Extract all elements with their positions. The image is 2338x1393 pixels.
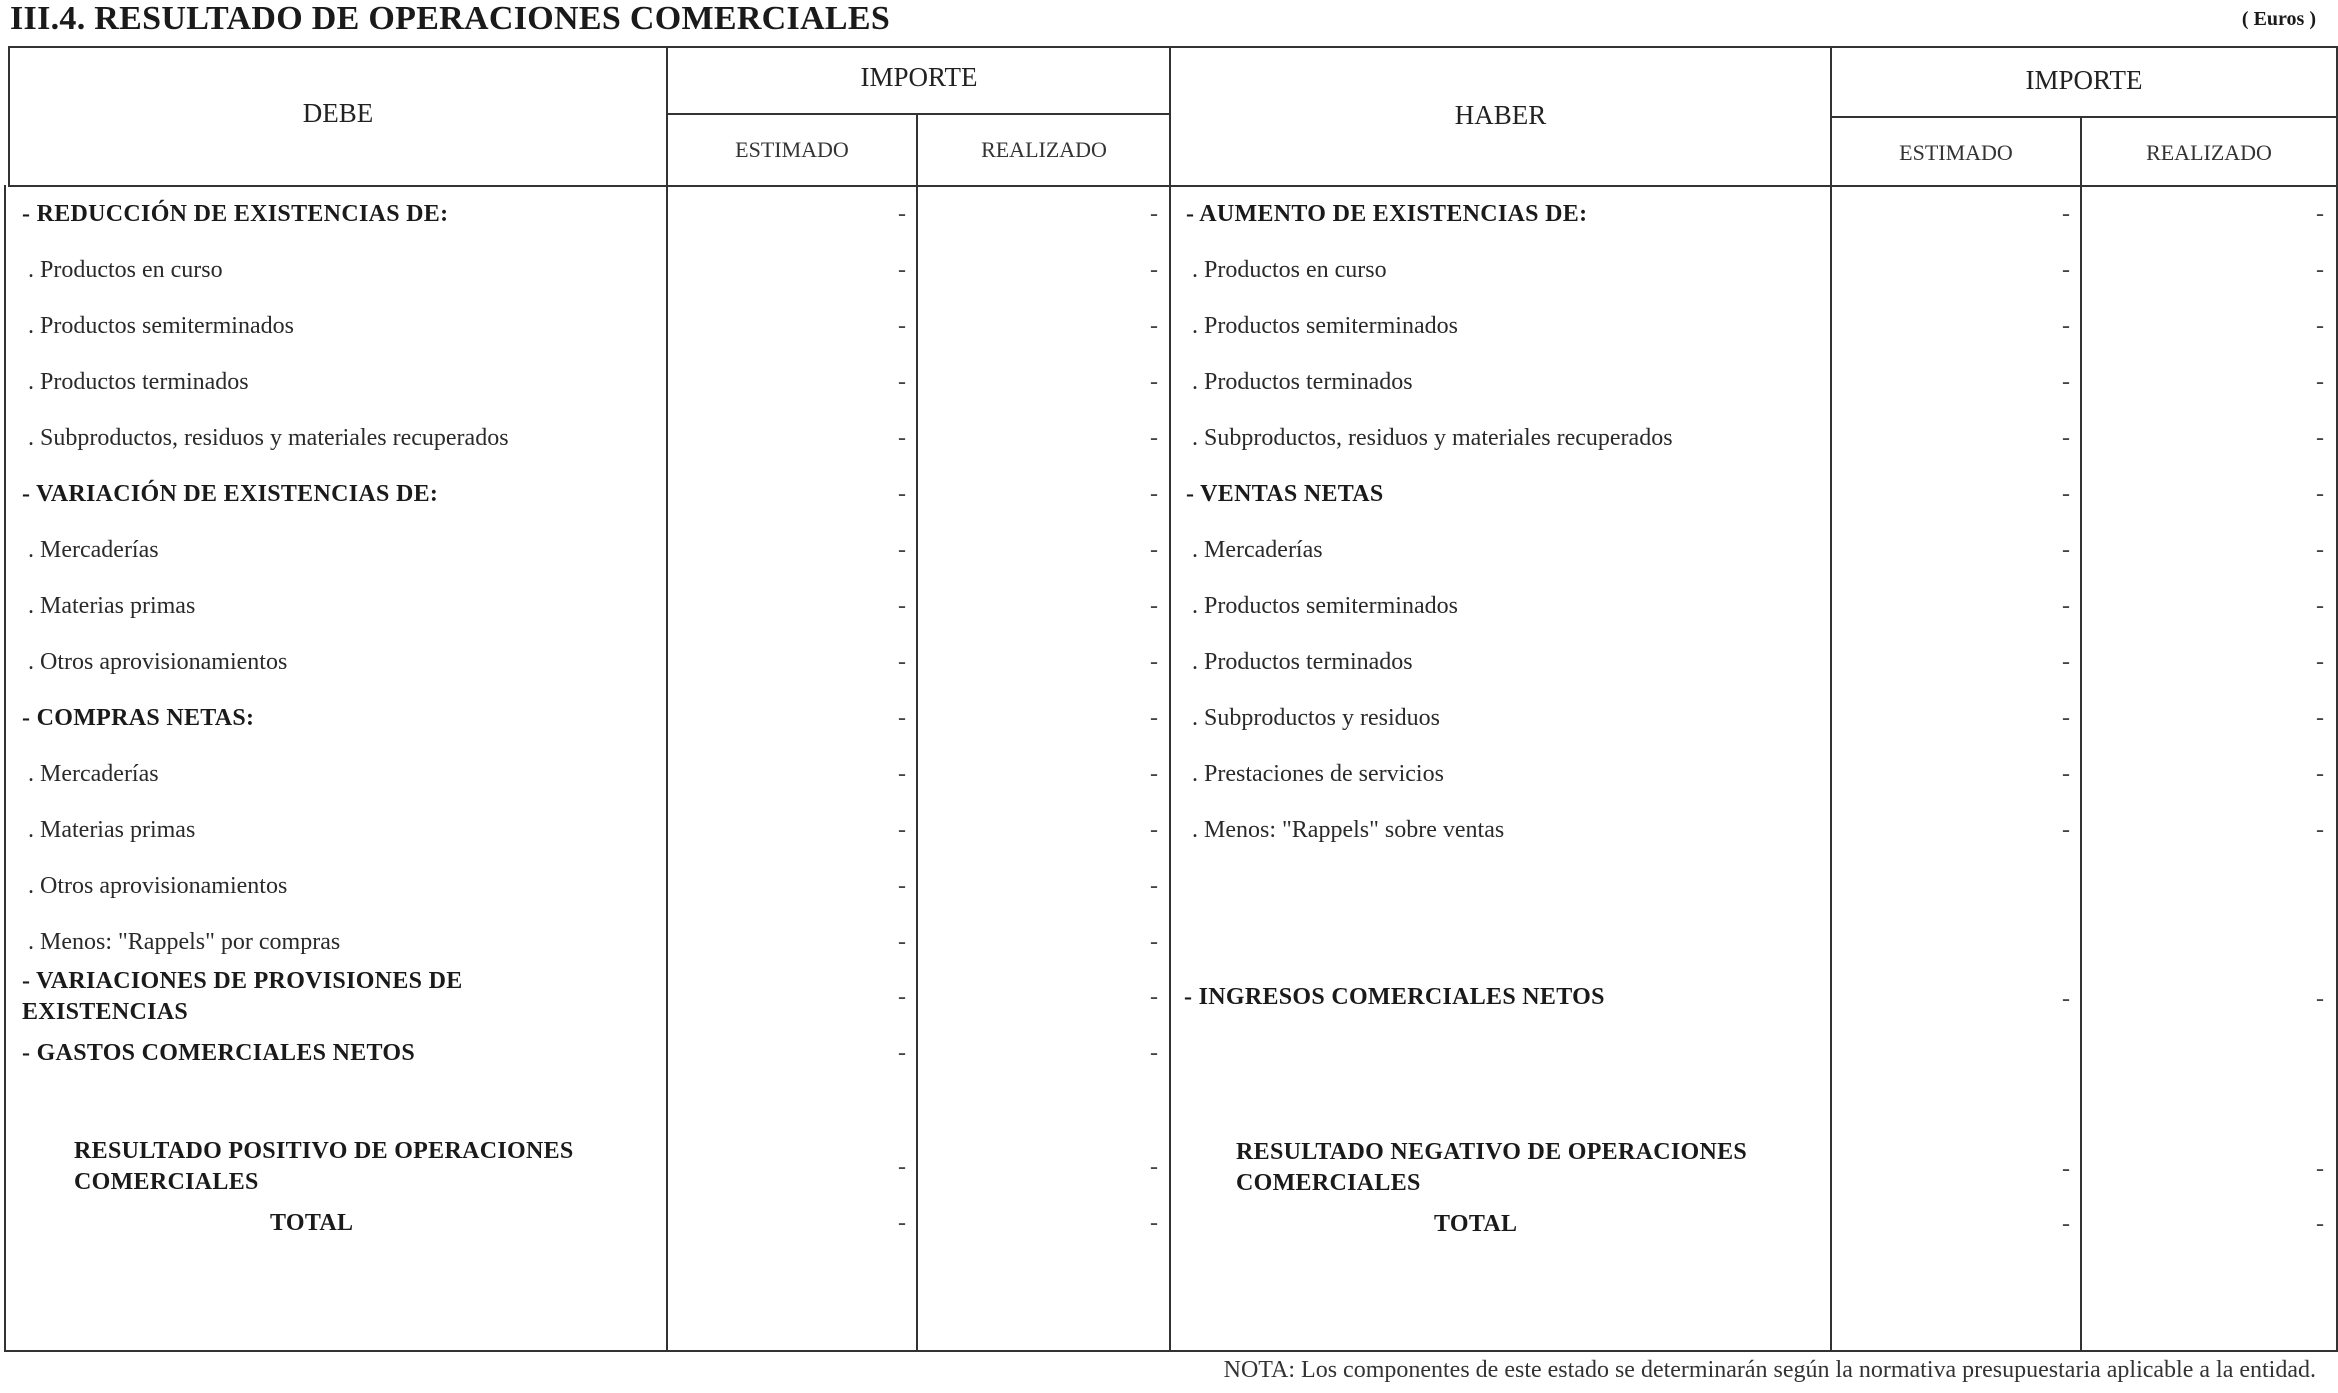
debe-row-label: - VARIACIÓN DE EXISTENCIAS DE: — [22, 481, 439, 507]
debe-row-realizado: - — [1150, 425, 1158, 451]
haber-ingresos-label: - INGRESOS COMERCIALES NETOS — [1184, 984, 1605, 1010]
haber-row-estimado: - — [2062, 817, 2070, 843]
haber-row-label: . Productos terminados — [1192, 369, 1413, 395]
debe-row-estimado: - — [898, 817, 906, 843]
debe-row-estimado: - — [898, 593, 906, 619]
debe-row-estimado: - — [898, 761, 906, 787]
debe-total-label: TOTAL — [270, 1210, 354, 1236]
debe-row-realizado: - — [1150, 257, 1158, 283]
haber-row-estimado: - — [2062, 761, 2070, 787]
haber-row-estimado: - — [2062, 313, 2070, 339]
debe-total-estimado: - — [898, 1210, 906, 1236]
currency-unit: ( Euros ) — [2241, 8, 2316, 30]
haber-row-label: . Subproductos, residuos y materiales recuperados — [1192, 425, 1673, 451]
debe-row-label: . Productos en curso — [28, 257, 223, 283]
debe-row-estimado: - — [898, 481, 906, 507]
haber-row-label: . Productos en curso — [1192, 257, 1387, 283]
haber-row-label: . Productos semiterminados — [1192, 313, 1458, 339]
debe-row-label: . Mercaderías — [28, 537, 159, 563]
haber-resultado-realizado: - — [2316, 1156, 2324, 1182]
haber-header: HABER — [1454, 100, 1547, 130]
debe-importe-divider — [667, 113, 1171, 115]
debe-row-estimado: - — [898, 929, 906, 955]
haber-row-estimado: - — [2062, 649, 2070, 675]
debe-row-realizado: - — [1150, 481, 1158, 507]
debe-row-realizado: - — [1150, 649, 1158, 675]
haber-row-realizado: - — [2316, 649, 2324, 675]
haber-row-estimado: - — [2062, 481, 2070, 507]
debe-row-realizado: - — [1150, 201, 1158, 227]
debe-row-estimado: - — [898, 201, 906, 227]
debe-row-realizado: - — [1150, 929, 1158, 955]
debe-row-realizado: - — [1150, 369, 1158, 395]
haber-ingresos-realizado: - — [2316, 986, 2324, 1012]
haber-total-estimado: - — [2062, 1211, 2070, 1237]
debe-row-label: . Materias primas — [28, 817, 196, 843]
haber-row-realizado: - — [2316, 817, 2324, 843]
debe-row-label: . Otros aprovisionamientos — [28, 873, 288, 899]
left-border — [4, 185, 6, 1352]
haber-row-realizado: - — [2316, 537, 2324, 563]
haber-resultado-estimado: - — [2062, 1156, 2070, 1182]
haber-row-estimado: - — [2062, 201, 2070, 227]
col-divider-debe-realizado — [916, 113, 918, 1352]
col-divider-haber-estimado — [1830, 46, 1832, 1352]
haber-row-label: - AUMENTO DE EXISTENCIAS DE: — [1186, 201, 1588, 227]
debe-variaciones-estimado: - — [898, 984, 906, 1010]
debe-realizado-header: REALIZADO — [981, 137, 1107, 162]
haber-row-label: . Mercaderías — [1192, 537, 1323, 563]
debe-row-realizado: - — [1150, 817, 1158, 843]
debe-total-realizado: - — [1150, 1210, 1158, 1236]
haber-ingresos-estimado: - — [2062, 986, 2070, 1012]
haber-row-label: - VENTAS NETAS — [1186, 481, 1384, 507]
debe-row-label: - COMPRAS NETAS: — [22, 705, 255, 731]
haber-total-realizado: - — [2316, 1211, 2324, 1237]
page-title: III.4. RESULTADO DE OPERACIONES COMERCIALES — [10, 0, 891, 37]
haber-importe-divider — [1832, 116, 2338, 118]
haber-row-estimado: - — [2062, 257, 2070, 283]
haber-row-realizado: - — [2316, 761, 2324, 787]
footer-note: NOTA: Los componentes de este estado se determinarán según la normativa presupuestaria aplicable a la entidad. — [1223, 1357, 2316, 1383]
debe-row-realizado: - — [1150, 705, 1158, 731]
table-top-border — [8, 46, 2338, 48]
debe-row-realizado: - — [1150, 873, 1158, 899]
debe-gastos-estimado: - — [898, 1040, 906, 1066]
debe-gastos-realizado: - — [1150, 1040, 1158, 1066]
debe-row-estimado: - — [898, 705, 906, 731]
col-divider-haber — [1169, 46, 1171, 1352]
debe-row-estimado: - — [898, 873, 906, 899]
debe-row-estimado: - — [898, 649, 906, 675]
debe-variaciones-label: - VARIACIONES DE PROVISIONES DE EXISTENCIAS — [22, 968, 463, 1025]
debe-row-estimado: - — [898, 369, 906, 395]
debe-row-label: - REDUCCIÓN DE EXISTENCIAS DE: — [22, 201, 449, 227]
debe-resultado-label: RESULTADO POSITIVO DE OPERACIONES COMERCIALES — [74, 1138, 574, 1195]
haber-row-label: . Productos semiterminados — [1192, 593, 1458, 619]
debe-variaciones-realizado: - — [1150, 984, 1158, 1010]
debe-row-label: . Mercaderías — [28, 761, 159, 787]
haber-row-realizado: - — [2316, 425, 2324, 451]
haber-row-estimado: - — [2062, 705, 2070, 731]
debe-row-label: . Menos: "Rappels" por compras — [28, 929, 341, 955]
debe-row-label: . Subproductos, residuos y materiales recuperados — [28, 425, 509, 451]
haber-row-estimado: - — [2062, 593, 2070, 619]
col-divider-debe-estimado — [666, 46, 668, 1352]
haber-row-realizado: - — [2316, 313, 2324, 339]
debe-estimado-header: ESTIMADO — [735, 137, 849, 162]
debe-row-estimado: - — [898, 425, 906, 451]
haber-row-label: . Prestaciones de servicios — [1192, 761, 1444, 787]
debe-row-estimado: - — [898, 537, 906, 563]
debe-resultado-estimado: - — [898, 1154, 906, 1180]
haber-row-label: . Subproductos y residuos — [1192, 705, 1440, 731]
debe-row-estimado: - — [898, 257, 906, 283]
haber-estimado-header: ESTIMADO — [1899, 140, 2013, 165]
haber-row-realizado: - — [2316, 257, 2324, 283]
debe-importe-header: IMPORTE — [860, 62, 978, 92]
debe-row-label: . Productos terminados — [28, 369, 249, 395]
debe-header: DEBE — [302, 98, 374, 128]
haber-row-realizado: - — [2316, 481, 2324, 507]
haber-row-realizado: - — [2316, 369, 2324, 395]
table-bottom-border — [4, 1350, 2338, 1352]
haber-row-realizado: - — [2316, 201, 2324, 227]
debe-row-estimado: - — [898, 313, 906, 339]
col-divider-haber-realizado — [2080, 116, 2082, 1352]
haber-importe-header: IMPORTE — [2025, 65, 2143, 95]
haber-row-realizado: - — [2316, 705, 2324, 731]
haber-row-estimado: - — [2062, 369, 2070, 395]
debe-row-realizado: - — [1150, 313, 1158, 339]
debe-row-realizado: - — [1150, 593, 1158, 619]
header-bottom-border — [8, 185, 2338, 187]
debe-row-label: . Productos semiterminados — [28, 313, 294, 339]
haber-row-estimado: - — [2062, 425, 2070, 451]
haber-row-realizado: - — [2316, 593, 2324, 619]
haber-row-label: . Menos: "Rappels" sobre ventas — [1192, 817, 1505, 843]
debe-row-realizado: - — [1150, 537, 1158, 563]
haber-realizado-header: REALIZADO — [2146, 140, 2272, 165]
debe-row-realizado: - — [1150, 761, 1158, 787]
haber-row-label: . Productos terminados — [1192, 649, 1413, 675]
haber-total-label: TOTAL — [1434, 1211, 1518, 1237]
haber-row-estimado: - — [2062, 537, 2070, 563]
debe-row-label: . Materias primas — [28, 593, 196, 619]
haber-resultado-label: RESULTADO NEGATIVO DE OPERACIONES COMERCIALES — [1236, 1139, 1748, 1196]
debe-resultado-realizado: - — [1150, 1154, 1158, 1180]
debe-row-label: . Otros aprovisionamientos — [28, 649, 288, 675]
debe-gastos-label: - GASTOS COMERCIALES NETOS — [22, 1040, 416, 1066]
